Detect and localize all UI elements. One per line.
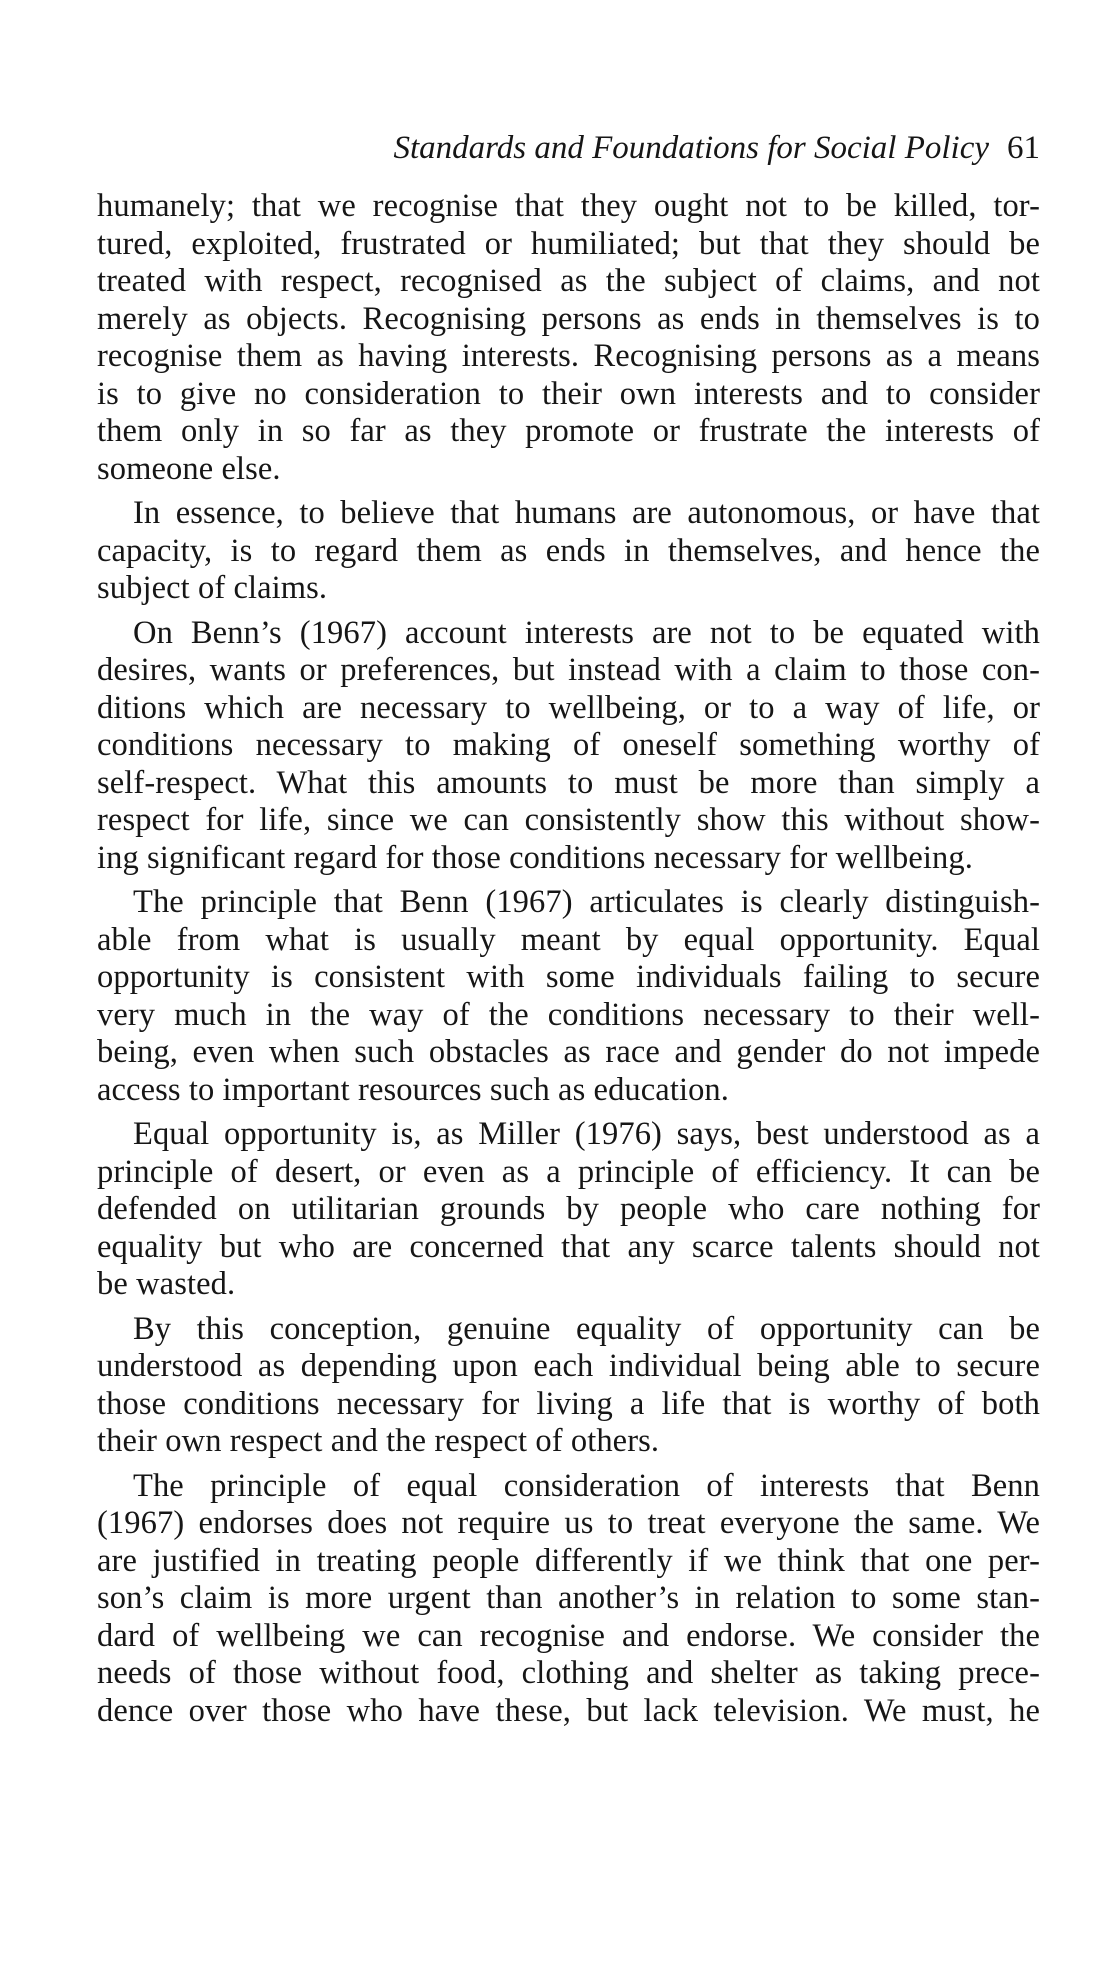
paragraph-2 bbox=[97, 495, 1040, 608]
text-line: self-respect. What this amounts to must be more than simply a bbox=[97, 764, 1040, 801]
text-line: humanely; that we recognise that they ought not to be killed, tor- bbox=[97, 188, 1040, 224]
text-line: opportunity is consistent with some individuals failing to secure bbox=[97, 959, 1040, 995]
text-line: being, even when such obstacles as race and gender do not impede bbox=[97, 1034, 1040, 1070]
text-line: conditions necessary to making of oneself something worthy of bbox=[97, 727, 1040, 763]
paragraph-5 bbox=[97, 1116, 1040, 1304]
text-line: desires, wants or preferences, but instead with a claim to those con- bbox=[97, 652, 1040, 688]
text-line: subject of claims. bbox=[97, 570, 328, 606]
text-line: be wasted. bbox=[97, 1266, 236, 1302]
paragraph-4 bbox=[97, 884, 1040, 1109]
text-line: ditions which are necessary to wellbeing, or to a way of life, or bbox=[97, 689, 1040, 726]
text-line: merely as objects. Recognising persons as ends in themselves is to bbox=[97, 300, 1040, 337]
text-line: By this conception, genuine equality of opportunity can be bbox=[133, 1310, 1040, 1347]
text-line: ing significant regard for those conditions necessary for wellbeing. bbox=[97, 839, 973, 876]
text-line: principle of desert, or even as a principle of efficiency. It can be bbox=[97, 1153, 1040, 1190]
paragraph-1 bbox=[97, 188, 1040, 488]
text-line: (1967) endorses does not require us to treat everyone the same. We bbox=[97, 1505, 1040, 1541]
text-line: is to give no consideration to their own interests and to consider bbox=[97, 375, 1040, 412]
text-line: son’s claim is more urgent than another’s in relation to some stan- bbox=[97, 1580, 1040, 1616]
text-line: needs of those without food, clothing and shelter as taking prece- bbox=[97, 1655, 1040, 1691]
text-line: recognise them as having interests. Recognising persons as a means bbox=[97, 338, 1040, 374]
text-line: able from what is usually meant by equal opportunity. Equal bbox=[97, 921, 1040, 958]
text-line: them only in so far as they promote or frustrate the interests of bbox=[97, 413, 1040, 449]
text-line: respect for life, since we can consistently show this without show- bbox=[97, 802, 1040, 838]
body-text bbox=[97, 188, 1040, 1730]
running-title: Standards and Foundations for Social Policy bbox=[393, 130, 989, 166]
text-line: The principle of equal consideration of interests that Benn bbox=[133, 1467, 1040, 1504]
text-line: The principle that Benn (1967) articulates is clearly distinguish- bbox=[133, 884, 1040, 920]
text-line: defended on utilitarian grounds by people who care nothing for bbox=[97, 1191, 1040, 1227]
text-line: capacity, is to regard them as ends in themselves, and hence the bbox=[97, 532, 1040, 569]
text-line: their own respect and the respect of others. bbox=[97, 1423, 660, 1459]
page-number: 61 bbox=[1007, 130, 1040, 166]
text-line: Equal opportunity is, as Miller (1976) says, best understood as a bbox=[133, 1116, 1040, 1152]
running-header bbox=[97, 126, 1040, 170]
text-line: In essence, to believe that humans are autonomous, or have that bbox=[133, 495, 1040, 531]
text-line: On Benn’s (1967) account interests are not to be equated with bbox=[133, 614, 1040, 651]
paragraph-6 bbox=[97, 1311, 1040, 1461]
paragraph-3 bbox=[97, 615, 1040, 878]
paragraph-7 bbox=[97, 1468, 1040, 1731]
text-line: access to important resources such as education. bbox=[97, 1071, 730, 1108]
text-line: dence over those who have these, but lack television. We must, he bbox=[97, 1692, 1040, 1729]
text-line: very much in the way of the conditions necessary to their well- bbox=[97, 996, 1040, 1033]
text-line: someone else. bbox=[97, 450, 281, 487]
text-line: tured, exploited, frustrated or humiliated; but that they should be bbox=[97, 225, 1040, 262]
text-line: dard of wellbeing we can recognise and endorse. We consider the bbox=[97, 1617, 1040, 1654]
text-line: equality but who are concerned that any scarce talents should not bbox=[97, 1228, 1040, 1265]
text-line: are justified in treating people differently if we think that one per- bbox=[97, 1542, 1040, 1579]
text-line: treated with respect, recognised as the subject of claims, and not bbox=[97, 263, 1040, 299]
text-line: those conditions necessary for living a life that is worthy of both bbox=[97, 1385, 1040, 1422]
text-line: understood as depending upon each individual being able to secure bbox=[97, 1348, 1040, 1384]
